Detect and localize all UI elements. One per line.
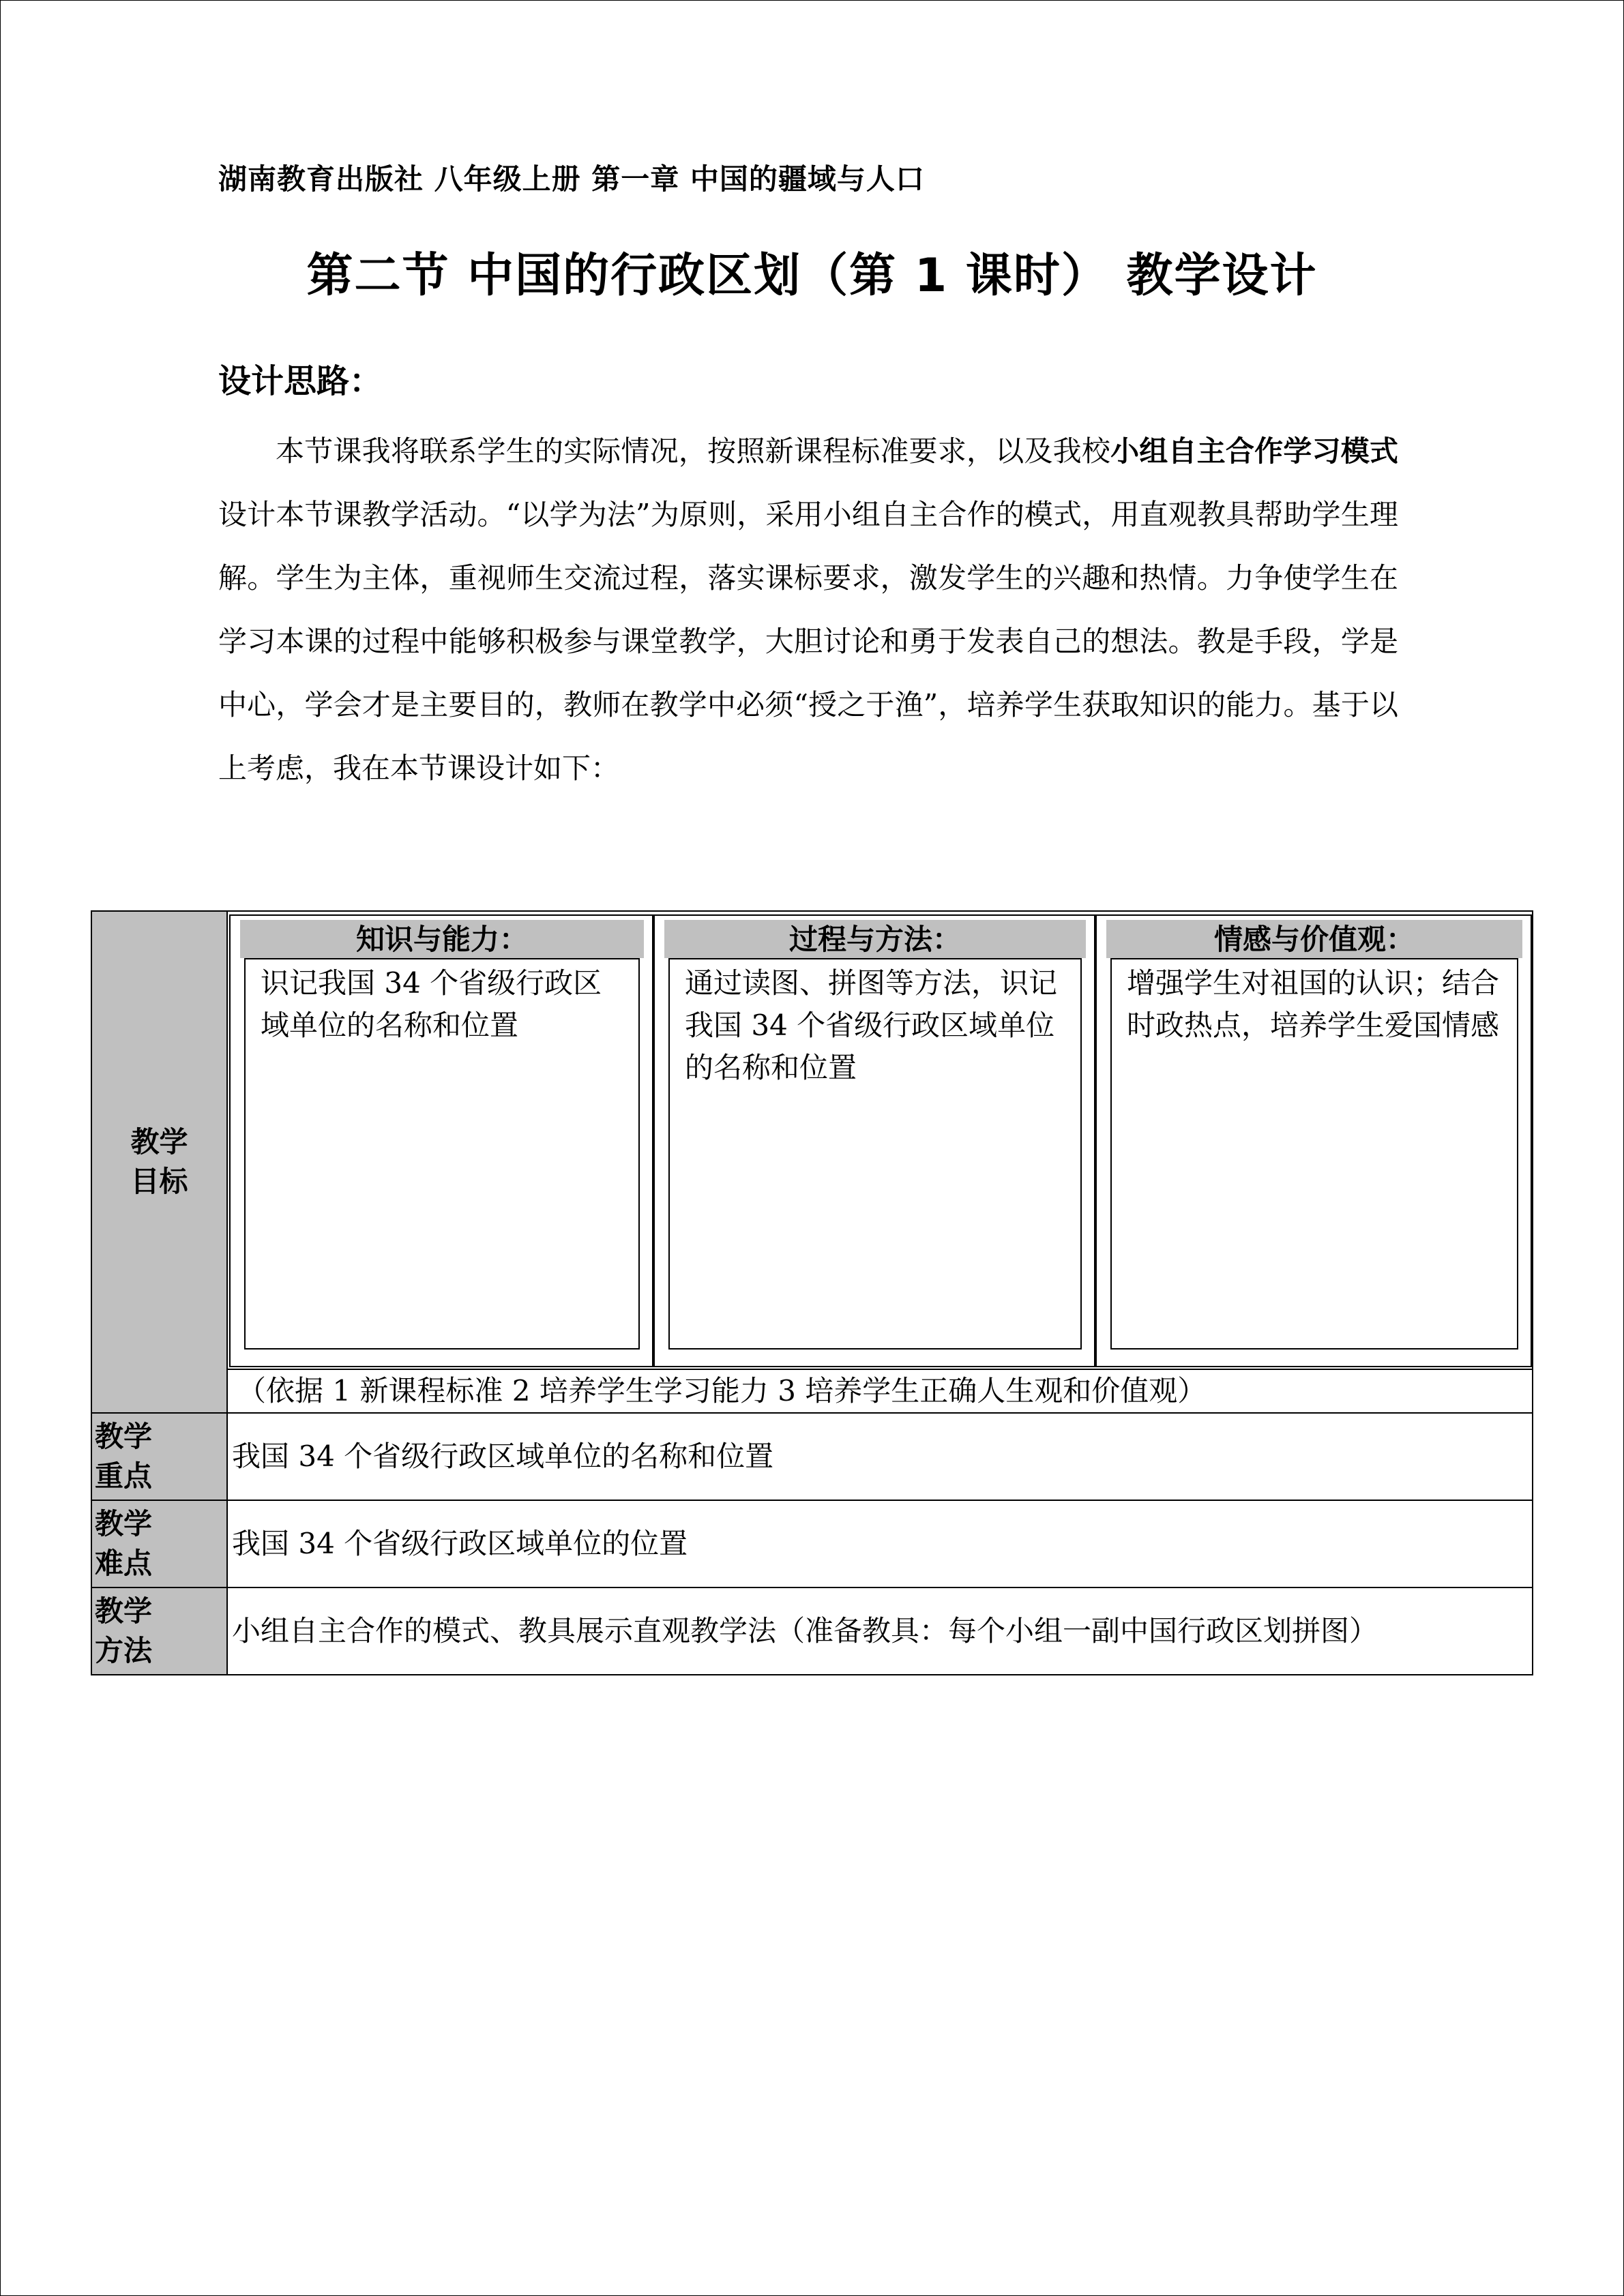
- goals-label-cell: [91, 911, 227, 1413]
- goal-heading-values: 情感与价值观：: [1106, 920, 1522, 958]
- methods-row: [91, 1587, 1533, 1675]
- document-title: 第二节 中国的行政区划（第 1 课时） 教学设计: [306, 249, 1318, 303]
- key-points-row: [91, 1413, 1533, 1500]
- design-paragraph-part1: 本节课我将联系学生的实际情况，按照新课程标准要求，以及我校: [276, 434, 1111, 468]
- methods-label-line1: 教学: [95, 1594, 153, 1628]
- publisher-line: 湖南教育出版社 八年级上册 第一章 中国的疆域与人口: [218, 162, 925, 196]
- difficulties-value: 我国 34 个省级行政区域单位的位置: [227, 1500, 1533, 1587]
- key-points-label-line1: 教学: [95, 1420, 153, 1453]
- difficulties-label-line1: 教学: [95, 1507, 153, 1540]
- design-paragraph-bold: 小组自主合作学习模式: [1110, 434, 1398, 468]
- methods-label-line2: 方法: [95, 1634, 153, 1667]
- goal-content-knowledge: 识记我国 34 个省级行政区域单位的名称和位置: [244, 958, 640, 1350]
- difficulties-row: [91, 1500, 1533, 1587]
- goal-heading-process: 过程与方法：: [664, 920, 1086, 958]
- goals-label-line2: 目标: [130, 1165, 188, 1198]
- goal-content-process: 通过读图、拼图等方法，识记我国 34 个省级行政区域单位的名称和位置: [668, 958, 1082, 1350]
- difficulties-label-line2: 难点: [95, 1547, 153, 1580]
- design-paragraph-part2: 设计本节课教学活动。“以学为法”为原则，采用小组自主合作的模式，用直观教具帮助学生理解。学生为主体，重视师生交流过程，落实课标要求，激发学生的兴趣和热情。力争使学生在学习本课的过程中能够积极参与课堂教学，大胆讨论和勇于发表自己的想法。教是手段，学是中心，学会才是主要目的，教师在教学中必须“授之于渔”，培养学生获取知识的能力。基于以上考虑，我在本节课设计如下：: [218, 498, 1398, 785]
- methods-value: 小组自主合作的模式、教具展示直观教学法（准备教具：每个小组一副中国行政区划拼图）: [227, 1587, 1533, 1675]
- goals-row: [91, 911, 1533, 1413]
- design-heading: 设计思路：: [218, 362, 383, 400]
- goals-basis-note: （依据 1 新课程标准 2 培养学生学习能力 3 培养学生正确人生观和价值观）: [228, 1369, 1532, 1412]
- goal-content-values: 增强学生对祖国的认识；结合时政热点，培养学生爱国情感: [1110, 958, 1518, 1350]
- design-paragraph: [218, 419, 1398, 800]
- goal-column-values: [1095, 914, 1532, 1367]
- goal-column-knowledge: [229, 914, 653, 1367]
- goals-columns: [228, 912, 1532, 1369]
- goals-content-cell: [227, 911, 1533, 1413]
- key-points-label-line2: 重点: [95, 1459, 153, 1493]
- goal-column-process: [653, 914, 1095, 1367]
- difficulties-label-cell: [91, 1500, 227, 1587]
- key-points-label-cell: [91, 1413, 227, 1500]
- key-points-value: 我国 34 个省级行政区域单位的名称和位置: [227, 1413, 1533, 1500]
- methods-label-cell: [91, 1587, 227, 1675]
- lesson-plan-table: [91, 910, 1533, 1675]
- goals-label-line1: 教学: [130, 1125, 188, 1159]
- goal-heading-knowledge: 知识与能力：: [240, 920, 644, 958]
